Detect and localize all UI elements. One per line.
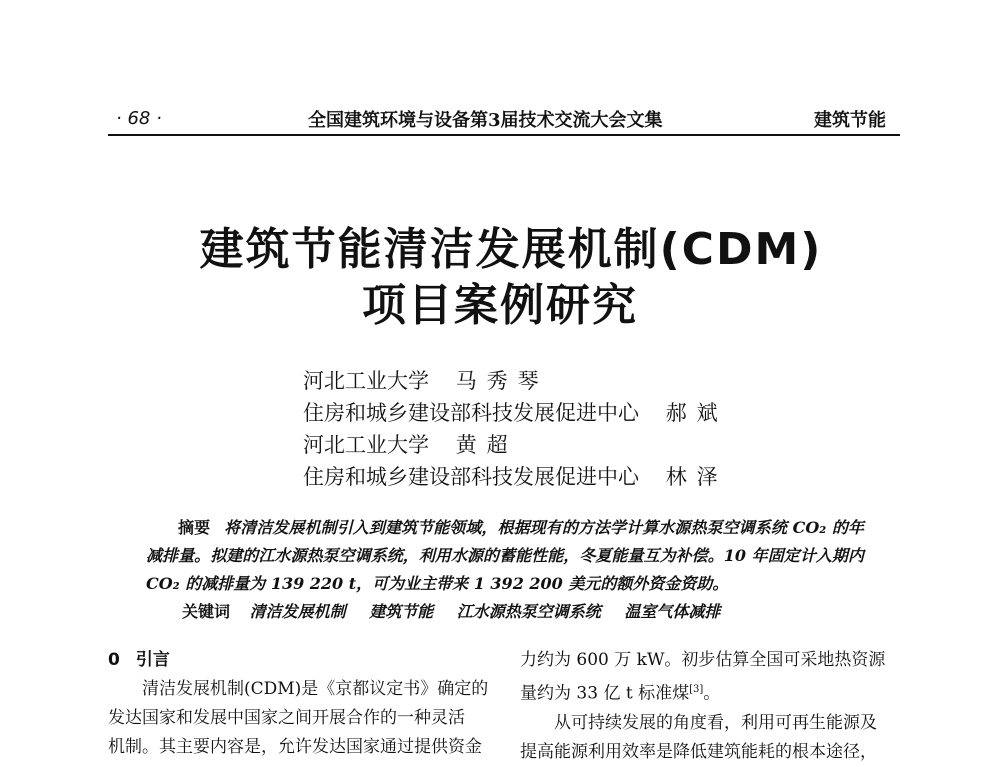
- abstract-label: 摘要: [178, 518, 211, 537]
- author-affiliation: 河北工业大学: [303, 369, 429, 393]
- keyword: 江水源热泵空调系统: [456, 602, 601, 621]
- body-line: 从可持续发展的角度看，利用可再生能源及: [554, 712, 877, 733]
- body-line: 提高能源利用效率是降低建筑能耗的根本途径，: [520, 741, 877, 762]
- keyword: 建筑节能: [369, 602, 434, 621]
- journal-title: 全国建筑环境与设备第3届技术交流大会文集: [308, 110, 663, 131]
- abstract-line: 年固定计入期内 CO₂ 的减排量为 139 220 t，可为业主带来 1 392 200 美元的额外资金资助。: [146, 546, 864, 593]
- section-name: 建筑节能: [814, 110, 886, 131]
- author-affiliation: 住房和城乡建设部科技发展促进中心: [303, 401, 639, 425]
- author-entry: [303, 461, 728, 493]
- abstract-block: [146, 514, 864, 626]
- keyword: 温室气体减排: [624, 602, 721, 621]
- abstract-line: 将清洁发展机制引入到建筑节能领域，根据现有的方法学计算水源热泵空调系统: [224, 518, 787, 537]
- author-entry: [303, 365, 728, 397]
- author-name: 郝斌: [665, 401, 728, 425]
- abstract-line: CO₂ 的年减排量。拟建的江水源热泵空调系统，利用水源的蓄能性能，冬夏能量互为补偿。10: [146, 518, 864, 565]
- section-heading: [108, 646, 498, 675]
- paper-title: [0, 222, 1000, 334]
- body-line-end: 。: [703, 683, 721, 704]
- body-line: 力约为 600 万 kW。初步估算全国可采地热资源: [520, 650, 886, 670]
- abstract-text: [146, 514, 864, 598]
- author-entry: [303, 429, 728, 461]
- running-header: [108, 100, 900, 136]
- body-column-left: [108, 646, 498, 762]
- body-line: [520, 675, 910, 709]
- body-line: 机制。其主要内容是，允许发达国家通过提供资金: [108, 737, 482, 757]
- body-line-text: 量约为 33 亿 t 标准煤: [520, 683, 690, 704]
- author-list: [303, 365, 728, 493]
- body-column-right: [520, 646, 910, 767]
- author-name: 林泽: [665, 465, 728, 489]
- body-paragraph: [520, 646, 910, 709]
- body-line: 发达国家和发展中国家之间开展合作的一种灵活: [108, 708, 465, 728]
- title-line-2: 项目案例研究: [362, 280, 638, 331]
- keyword: 清洁发展机制: [249, 602, 346, 621]
- section-number: 0: [108, 650, 120, 670]
- body-line: 清洁发展机制(CDM)是《京都议定书》确定的: [142, 679, 489, 699]
- page-number: · 68 ·: [116, 108, 162, 129]
- title-line-1: 建筑节能清洁发展机制(CDM): [199, 224, 823, 275]
- author-name: 马秀琴: [455, 369, 549, 393]
- keywords-label: 关键词: [182, 602, 231, 621]
- section-title: 引言: [135, 650, 170, 670]
- body-paragraph: [108, 675, 498, 762]
- body-paragraph: [520, 709, 910, 767]
- keywords-block: [146, 598, 864, 626]
- author-name: 黄超: [455, 433, 518, 457]
- reference-marker[interactable]: [3]: [689, 684, 704, 695]
- author-affiliation: 住房和城乡建设部科技发展促进中心: [303, 465, 639, 489]
- author-entry: [303, 397, 728, 429]
- author-affiliation: 河北工业大学: [303, 433, 429, 457]
